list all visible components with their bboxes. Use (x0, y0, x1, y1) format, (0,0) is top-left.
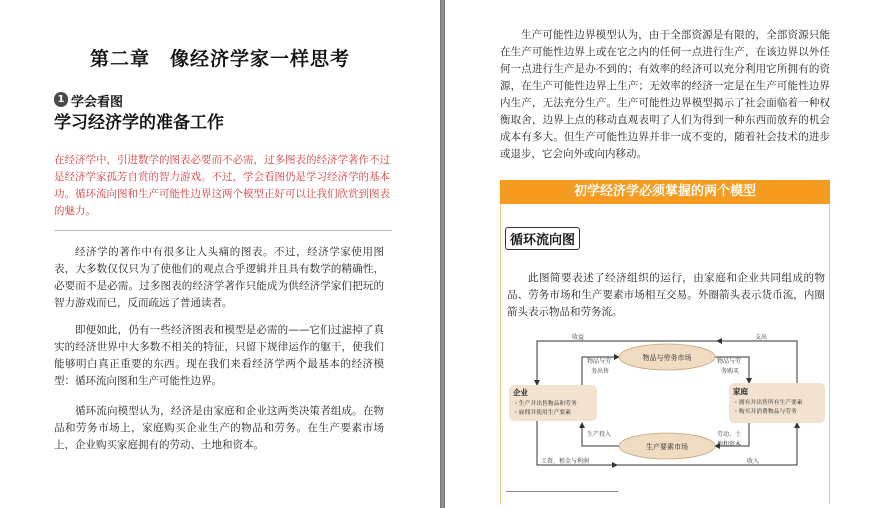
chapter-title: 第二章 像经济学家一样思考 (89, 48, 350, 70)
factor-market-label: 生产要素市场 (646, 443, 688, 451)
paragraph-2: 即便如此，仍有一些经济图表和模型是必需的——它们过滤掉了真实的经济世界中大多数不相关的特征，只留下规律运作的躯干，使我们能够明白真正重要的东西。现在我们来看经济学两个最基本的经济模型：循环流向图和生产可能性边界。 (54, 324, 384, 387)
label-goods-bought-2: 务购买 (721, 368, 740, 375)
intro-text: 在经济学中，引进数学的图表必要而不必需，过多图表的经济学著作不过是经济学家孤芳自赏的智力游戏。不过，学会看图仍是学习经济学的基本功。循环流向图和生产可能性边界这两个模型正好可以让我们欣赏到图表的魅力。 (54, 154, 390, 217)
circular-flow-diagram (507, 333, 827, 473)
firm-title: 企业 (513, 388, 528, 397)
next-section-rule (506, 491, 618, 492)
label-goods-bought-1: 物品与劳 (717, 358, 742, 365)
section-title: 学习经济学的准备工作 (54, 113, 224, 133)
paragraph-1: 经济学的著作中有很多让人头痛的图表。不过，经济学家使用图表，大多数仅仅只为了使他们的观点合乎逻辑并且具有数学的精确性，必要而不是必需。过多图表的经济学著作只能成为供经济学家们把玩的智力游戏而已，反而疏远了普通读者。 (54, 246, 384, 309)
section-number-badge: 1 (54, 92, 68, 107)
circular-flow-description: 此图简要表述了经济组织的运行，由家庭和企业共同组成的物品、劳务市场和生产要素市场相互交易。外圈箭头表示货币流，内圈箭头表示物品和劳务流。 (507, 272, 825, 318)
household-item-2: ・购买并消费物品与劳务 (733, 409, 797, 415)
ppf-paragraph: 生产可能性边界模型认为，由于全部资源是有限的，全部资源只能在生产可能性边界上或在它之内的任何一点进行生产，在该边界以外任何一点进行生产是办不到的；有效率的经济可以充分利用它所拥有的资源，在生产可能性边界上生产；无效率的经济一定是在生产可能性边界内生产，无法充分生产。生产可能性边界模型揭示了社会面临着一种权衡取舍，边界上点的移动直观表明了人们为得到一种东西而放弃的机会成本有多大。但生产可能性边界并非一成不变的，随着社会技术的进步或退步，它会向外或向内移动。 (500, 29, 830, 160)
firm-item-2: ・雇佣并使用生产要素 (513, 410, 571, 416)
models-box-title: 初学经济学必须掌握的两个模型 (500, 180, 830, 204)
intro-divider (54, 230, 392, 231)
label-goods-sold-2: 务出售 (591, 368, 610, 375)
firm-item-1: ・生产并出售物品和劳务 (513, 401, 577, 407)
label-labor-land-2: 地和资本 (717, 441, 742, 448)
label-factor-input: 生产投入 (587, 431, 612, 438)
household-title: 家庭 (733, 387, 748, 396)
paragraph-3: 循环流向模型认为，经济是由家庭和企业这两类决策者组成。在物品和劳务市场上，家庭购买企业生产的物品和劳务。在生产要素市场上，企业购买家庭拥有的劳动、土地和资本。 (54, 405, 384, 451)
label-labor-land-1: 劳动、土 (717, 431, 742, 438)
circular-flow-title: 循环流向图 (505, 227, 580, 250)
label-spending: 支出 (755, 334, 768, 341)
goods-market-label: 物品与劳务市场 (642, 354, 692, 362)
label-income: 收入 (747, 458, 760, 465)
section-label: 学会看图 (71, 95, 124, 110)
household-item-1: ・拥有并出售所有生产要素 (733, 400, 803, 406)
label-goods-sold-1: 物品与劳 (587, 358, 612, 365)
label-wages: 工资、租金与利润 (541, 458, 590, 465)
label-revenue: 收益 (572, 334, 585, 341)
